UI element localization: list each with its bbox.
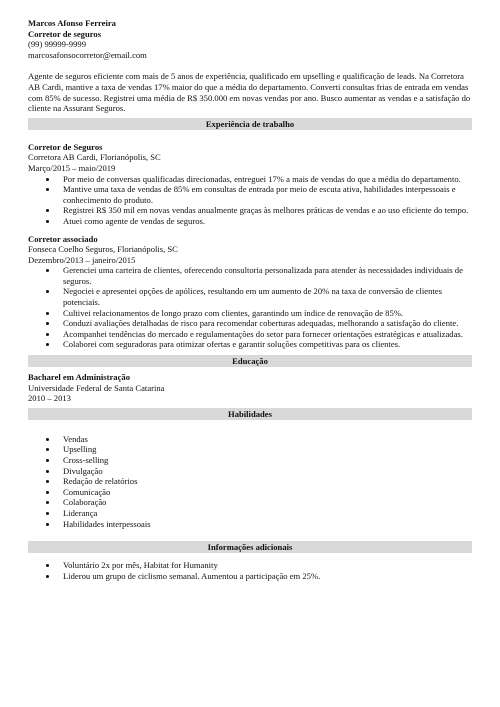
skill-item: • Upselling bbox=[58, 444, 472, 455]
job-company: Fonseca Coelho Seguros, Florianópolis, SC bbox=[28, 244, 178, 255]
job-bullet: • Mantive uma taxa de vendas de 85% em consultas de entrada por meio de escuta ativa, habilidades interpessoais e conhecimento do produto. bbox=[58, 184, 472, 205]
job-entry bbox=[28, 142, 472, 227]
skill-item: • Redação de relatórios bbox=[58, 476, 472, 487]
job-bullet: • Negociei e apresentei opções de apólices, resultando em um aumento de 20% na taxa de conversão de clientes potenciais. bbox=[58, 286, 472, 307]
skills-list bbox=[28, 434, 472, 529]
additional-info-item: • Liderou um grupo de ciclismo semanal. Aumentou a participação em 25%. bbox=[58, 571, 472, 582]
education-dates: 2010 – 2013 bbox=[28, 393, 71, 404]
job-bullet: • Acompanhei tendências do mercado e regulamentações do setor para fornecer orientações estratégicas e atualizadas. bbox=[58, 329, 472, 340]
job-bullet: • Conduzi avaliações detalhadas de risco para recomendar coberturas adequadas, melhorando a satisfação do cliente. bbox=[58, 318, 472, 329]
job-bullet-list bbox=[28, 174, 472, 227]
skill-item: • Colaboração bbox=[58, 497, 472, 508]
skills-heading: Habilidades bbox=[28, 408, 472, 420]
additional-info-item: • Voluntário 2x por mês, Habitat for Humanity bbox=[58, 560, 472, 571]
skill-item: • Vendas bbox=[58, 434, 472, 445]
candidate-title: Corretor de seguros bbox=[28, 28, 102, 39]
candidate-name: Marcos Afonso Ferreira bbox=[28, 18, 116, 28]
job-bullet: • Gerenciei uma carteira de clientes, oferecendo consultoria personalizada para atender às necessidades individuais de seguros. bbox=[58, 265, 472, 286]
job-bullet: • Por meio de conversas qualificadas direcionadas, entreguei 17% a mais de vendas do que a média do departamento. bbox=[58, 174, 472, 185]
email-address: marcosafonsocorretor@email.com bbox=[28, 49, 147, 60]
skill-item: • Liderança bbox=[58, 508, 472, 519]
education-entry bbox=[28, 372, 472, 404]
job-dates: Março/2015 – maio/2019 bbox=[28, 162, 116, 173]
job-bullet: • Atuei como agente de vendas de seguros. bbox=[58, 216, 472, 227]
summary-paragraph: Agente de seguros eficiente com mais de 5 anos de experiência, qualificado em upselling e qualificação de leads. Na Corretora AB Cardi, mantive a taxa de vendas 17% maior do que a média do departamento. Converti consultas frias de entrada em vendas com 85% de sucesso. Registrei uma média de R$ 350.000 em novas vendas por ano. Busco aumentar as vendas e a satisfação do cliente na Assurant Seguros. bbox=[28, 71, 471, 114]
skill-item: • Habilidades interpessoais bbox=[58, 519, 472, 530]
resume-header bbox=[28, 18, 472, 60]
degree-title: Bacharel em Administração bbox=[28, 372, 130, 383]
job-bullet: • Registrei R$ 350 mil em novas vendas anualmente graças às melhores práticas de vendas e ao uso eficiente do tempo. bbox=[58, 205, 472, 216]
additional-info-list bbox=[28, 560, 472, 581]
experience-heading: Experiência de trabalho bbox=[28, 118, 472, 130]
skill-item: • Comunicação bbox=[58, 487, 472, 498]
education-heading: Educação bbox=[28, 355, 472, 367]
job-company: Corretora AB Cardi, Florianópolis, SC bbox=[28, 152, 161, 163]
school-name: Universidade Federal de Santa Catarina bbox=[28, 382, 165, 393]
skill-item: • Divulgação bbox=[58, 466, 472, 477]
phone-number: (99) 99999-9999 bbox=[28, 39, 86, 50]
job-title: Corretor de Seguros bbox=[28, 141, 103, 152]
job-title: Corretor associado bbox=[28, 233, 98, 244]
job-bullet: • Cultivei relacionamentos de longo prazo com clientes, garantindo um índice de renovação de 85%. bbox=[58, 308, 472, 319]
skill-item: • Cross-selling bbox=[58, 455, 472, 466]
additional-info-heading: Informações adicionais bbox=[28, 541, 472, 553]
job-entry bbox=[28, 234, 472, 351]
job-bullet-list bbox=[28, 265, 472, 350]
job-dates: Dezembro/2013 – janeiro/2015 bbox=[28, 254, 136, 265]
job-bullet: • Colaborei com seguradoras para otimizar ofertas e garantir soluções competitivas para os clientes. bbox=[58, 339, 472, 350]
